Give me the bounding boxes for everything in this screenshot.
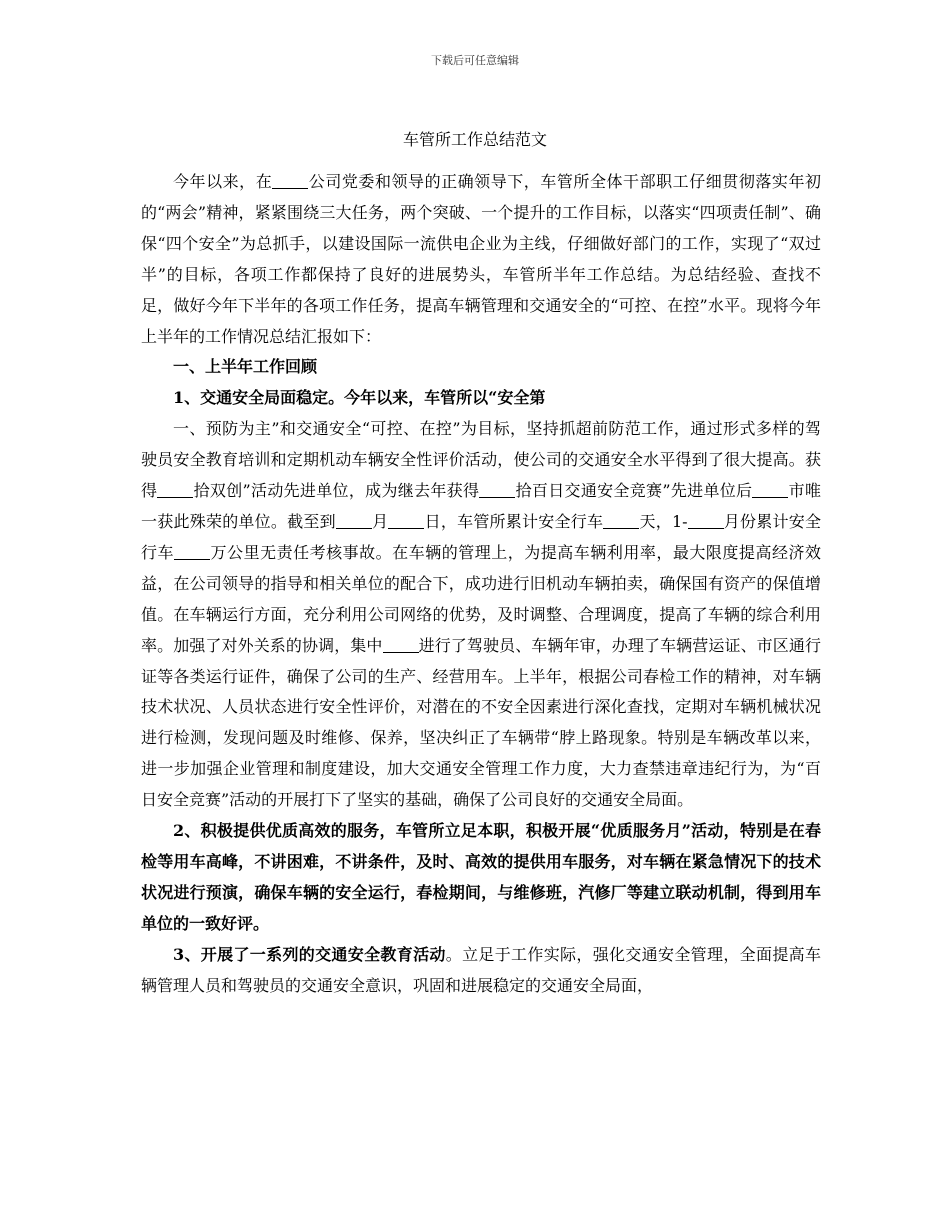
text-run: 进行了驾驶员、车辆年审，办理了车辆营运证、市区通行证等各类运行证件，确保了公司的生产、经营用车。上半年，根据公司春检工作的精神，对车辆技术状况、人员状态进行安全性评价，对潜在的不安全因素进行深化查找，定期对车辆机械状况进行检测，发现问题及时维修、保养，坚决纠正了车辆带“脖上路现象。特别是车辆改革以来，进一步加强企业管理和制度建设，加大交通安全管理工作力度，大力查禁违章违纪行为，为“百日安全竞赛”活动的开展打下了坚实的基础，确保了公司良好的交通安全局面。 (141, 635, 821, 810)
text-run: 日，车管所累计安全行车 (424, 511, 604, 531)
section-heading: 一、上半年工作回顾 (173, 357, 318, 377)
fill-in-blank (272, 172, 308, 189)
page-header-note: 下载后可任意编辑 (431, 54, 519, 67)
text-run: 月 (371, 511, 389, 531)
text-run: 今年以来，在 (173, 172, 273, 191)
fill-in-blank (752, 481, 788, 498)
text-run: 公司党委和领导的正确领导下，车管所全体干部职工仔细贯彻落实年初的“两会”精神，紧紧围绕三大任务，两个突破、一个提升的工作目标，以落实“四项责任制”、确保“四个安全”为总抓手，以建设国际一流供电企业为主线，仔细做好部门的工作，实现了“双过半”的目标，各项工作都保持了良好的进展势头，车管所半年工作总结。为总结经验、查找不足，做好今年下半年的各项工作任务，提高车辆管理和交通安全的“可控、在控”水平。现将今年上半年的工作情况总结汇报如下： (141, 172, 821, 346)
item-heading-1: 1、交通安全局面稳定。今年以来，车管所以“安全第 (173, 388, 546, 408)
text-run: 月份累计安全行车 (141, 511, 821, 562)
paragraph-item-3 (141, 940, 821, 1002)
fill-in-blank (688, 512, 724, 529)
paragraph-item-2: 2、积极提供优质高效的服务，车管所立足本职，积极开展“优质服务月”活动，特别是在春检等用车高峰，不讲困难，不讲条件，及时、高效的提供用车服务，对车辆在紧急情况下的技术状况进行预演，确保车辆的安全运行，春检期间，与维修班，汽修厂等建立联动机制，得到用车单位的一致好评。 (141, 821, 821, 933)
fill-in-blank (157, 481, 193, 498)
paragraph-intro (141, 167, 821, 352)
document-body (141, 167, 821, 1001)
item-heading-3: 3、开展了一系列的交通安全教育活动 (173, 944, 446, 964)
document-title: 车管所工作总结范文 (402, 130, 547, 149)
fill-in-blank (603, 512, 639, 529)
fill-in-blank (388, 512, 424, 529)
text-run: 拾百日交通安全竞赛”先进单位后 (515, 481, 753, 501)
text-run: 天，1- (639, 511, 688, 531)
text-run: 市唯一获此殊荣的单位。截至到 (141, 481, 821, 531)
fill-in-blank (336, 512, 372, 529)
fill-in-blank (174, 543, 210, 560)
fill-in-blank (479, 481, 515, 498)
fill-in-blank (383, 636, 419, 653)
text-run: 。立足于工作实际，强化交通安全管理，全面提高车辆管理人员和驾驶员的交通安全意识，巩固和进展稳定的交通安全局面， (141, 944, 821, 995)
text-run: 拾双创”活动先进单位，成为继去年获得 (193, 481, 480, 501)
text-run: 一、预防为主”和交通安全“可控、在控”为目标，坚持抓超前防范工作，通过形式多样的驾驶员安全教育培训和定期机动车辆安全性评价活动，使公司的交通安全水平得到了很大提高。获得 (141, 419, 821, 501)
text-run: 万公里无责任考核事故。在车辆的管理上，为提高车辆利用率，最大限度提高经济效益，在公司领导的指导和相关单位的配合下，成功进行旧机动车辆拍卖，确保国有资产的保值增值。在车辆运行方面，充分利用公司网络的优势，及时调整、合理调度，提高了车辆的综合利用率。加强了对外关系的协调，集中 (141, 542, 821, 655)
paragraph-safety (141, 414, 821, 816)
